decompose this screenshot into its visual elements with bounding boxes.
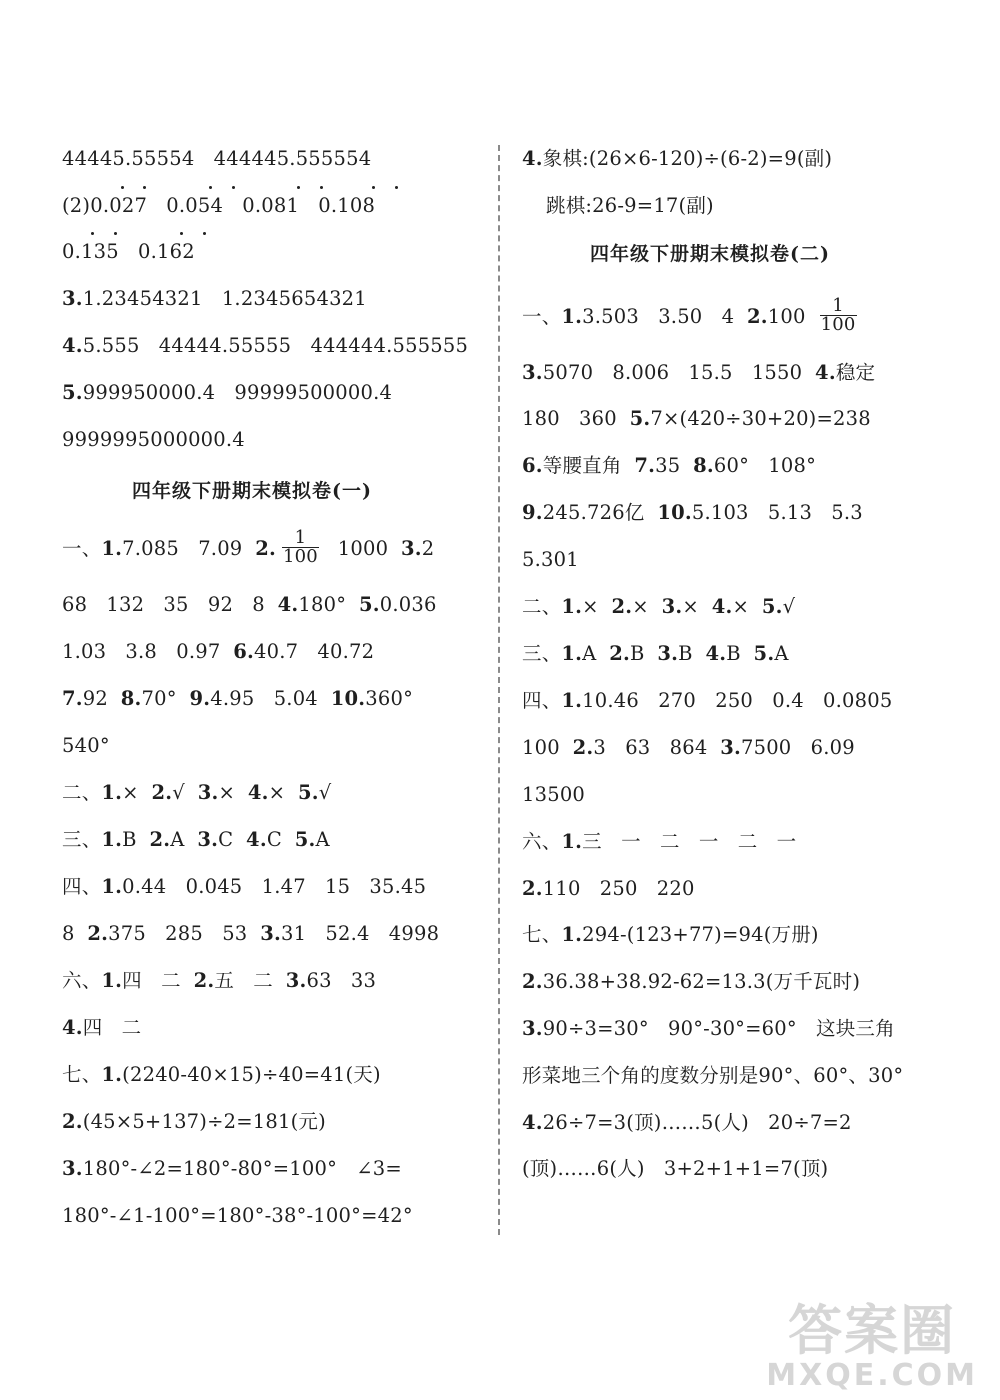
answer-line: 3.90÷3=30° 90°-30°=60° 这块三角 (522, 1017, 895, 1040)
repeating-dot (372, 186, 375, 189)
answer-line: 六、1.四 二 2.五 二 3.63 33 (62, 969, 377, 992)
answer-line: 540° (62, 734, 110, 757)
answer-line: 三、1.A 2.B 3.B 4.B 5.A (522, 642, 789, 665)
answer-line: 2.(45×5+137)÷2=181(元) (62, 1110, 326, 1133)
answer-line: 100 2.3 63 864 3.7500 6.09 (522, 736, 855, 759)
answer-line: 8 2.375 285 53 3.31 52.4 4998 (62, 922, 440, 945)
repeating-dot (395, 186, 398, 189)
fraction: $\frac{1}{100}$ (820, 295, 856, 335)
column-divider (498, 145, 500, 1235)
answer-line: 七、1.(2240-40×15)÷40=41(天) (62, 1063, 381, 1086)
answer-line: 1.03 3.8 0.97 6.40.7 40.72 (62, 640, 375, 663)
answer-line: 4.5.555 44444.55555 444444.555555 (62, 334, 469, 357)
repeating-dot (121, 186, 124, 189)
answer-line: 9.245.726亿 10.5.103 5.13 5.3 (522, 501, 863, 524)
answer-line: 0.135 0.162 (62, 240, 195, 263)
repeating-dot (180, 232, 183, 235)
answer-line: 一、1.3.503 3.50 4 2.100 $\frac{1}{100}$ (522, 295, 856, 335)
answer-line: 5.301 (522, 548, 579, 571)
repeating-dot (297, 186, 300, 189)
answer-line: 4.四 二 (62, 1016, 142, 1039)
section-title: 四年级下册期末模拟卷(二) (590, 243, 830, 265)
answer-line: 二、1.× 2.√ 3.× 4.× 5.√ (62, 781, 332, 804)
answer-line: 四、1.10.46 270 250 0.4 0.0805 (522, 689, 893, 712)
answer-line: 180 360 5.7×(420÷30+20)=238 (522, 407, 871, 430)
answer-line: 三、1.B 2.A 3.C 4.C 5.A (62, 828, 330, 851)
answer-line: 6.等腰直角 7.35 8.60° 108° (522, 454, 817, 477)
item-number: 5. (62, 381, 83, 404)
item-number: 3. (62, 287, 83, 310)
answer-line: 7.92 8.70° 9.4.95 5.04 10.360° (62, 687, 414, 710)
answer-line: 形菜地三个角的度数分别是90°、60°、30° (522, 1064, 904, 1087)
answer-line: 一、1.7.085 7.09 2. $\frac{1}{100}$ 1000 3.2 (62, 527, 435, 567)
answer-line: 5.999950000.4 99999500000.4 (62, 381, 393, 404)
repeating-dot (209, 186, 212, 189)
answer-line: 跳棋:26-9=17(副) (546, 194, 714, 217)
answer-line: 2.110 250 220 (522, 877, 695, 900)
repeating-dot (232, 186, 235, 189)
repeating-dot (143, 186, 146, 189)
answer-line: 13500 (522, 783, 586, 806)
answer-line: 2.36.38+38.92-62=13.3(万千瓦时) (522, 970, 861, 993)
repeating-dot (320, 186, 323, 189)
answer-line: (顶)……6(人) 3+2+1+1=7(顶) (522, 1157, 829, 1180)
repeating-dot (114, 232, 117, 235)
answer-line: 44445.55554 444445.555554 (62, 147, 372, 170)
answer-line: 七、1.294-(123+77)=94(万册) (522, 923, 819, 946)
section-title: 四年级下册期末模拟卷(一) (132, 480, 372, 502)
answer-line: 9999995000000.4 (62, 428, 245, 451)
answer-line: 4.26÷7=3(顶)……5(人) 20÷7=2 (522, 1111, 852, 1134)
answer-line: 3.1.23454321 1.2345654321 (62, 287, 367, 310)
answer-line: 3.5070 8.006 15.5 1550 4.稳定 (522, 361, 876, 384)
repeating-dot (91, 232, 94, 235)
fraction: $\frac{1}{100}$ (282, 527, 318, 567)
repeating-dot (203, 232, 206, 235)
answer-line: 四、1.0.44 0.045 1.47 15 35.45 (62, 875, 427, 898)
answer-line: 3.180°-∠2=180°-80°=100° ∠3= (62, 1157, 402, 1180)
answer-line: 180°-∠1-100°=180°-38°-100°=42° (62, 1204, 413, 1227)
answer-line: 68 132 35 92 8 4.180° 5.0.036 (62, 593, 437, 616)
item-number: 4. (62, 334, 83, 357)
watermark-logo: 答案圈 MXQE.COM (766, 1299, 978, 1393)
answer-line: (2)0.027 0.054 0.081 0.108 (62, 194, 376, 217)
answer-line: 二、1.× 2.× 3.× 4.× 5.√ (522, 595, 796, 618)
answer-line: 六、1.三 一 二 一 二 一 (522, 830, 797, 853)
answer-line: 4.象棋:(26×6-120)÷(6-2)=9(副) (522, 147, 833, 170)
